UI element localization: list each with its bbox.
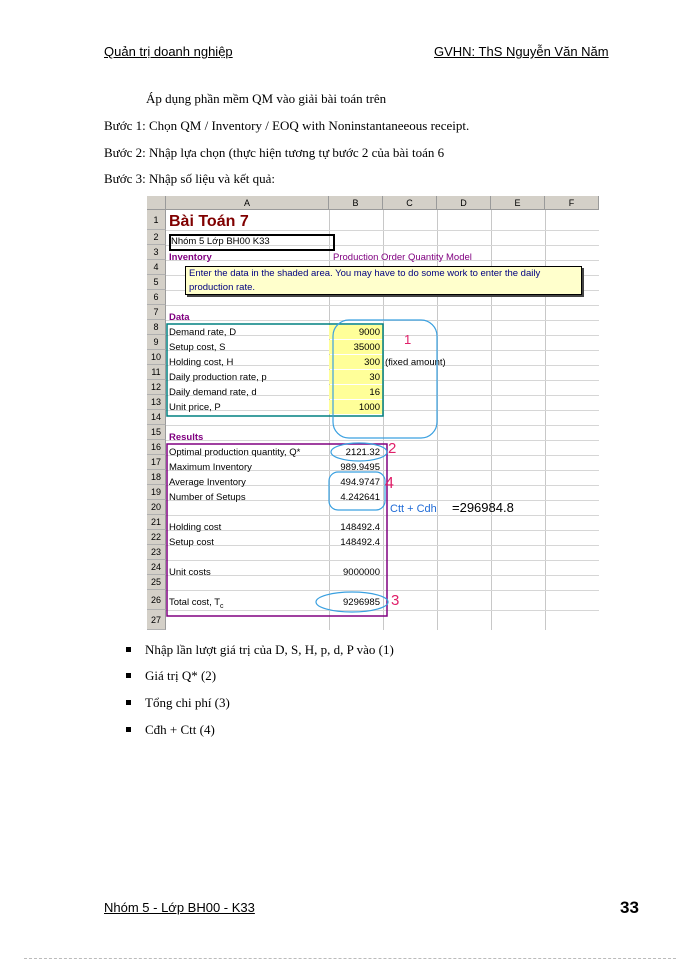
row-header: 27	[147, 610, 166, 630]
input-value: 35000	[353, 342, 380, 353]
input-label: Setup cost, S	[169, 342, 226, 353]
data-box	[167, 324, 383, 416]
result-value: 148492.4	[340, 522, 380, 533]
result-value: 2121.32	[345, 447, 380, 458]
annotation-1: 1	[404, 332, 412, 347]
col-header: A	[166, 196, 329, 210]
bullet-icon	[126, 700, 131, 705]
bullet-item	[126, 642, 394, 658]
step-3: Bước 3: Nhập số liệu và kết quả:	[104, 171, 275, 186]
annotation-4: 4	[385, 475, 394, 492]
header-right: GVHN: ThS Nguyễn Văn Năm	[434, 44, 609, 59]
row-header: 17	[147, 455, 166, 470]
col-header: E	[491, 196, 545, 210]
result-label: Holding cost	[169, 522, 222, 533]
row-header: 25	[147, 575, 166, 590]
bullet-text: Nhập lần lượt giá trị của D, S, H, p, d, P vào (1)	[145, 642, 394, 657]
bullet-item	[126, 722, 215, 738]
input-value: 300	[364, 357, 380, 368]
row-header: 12	[147, 380, 166, 395]
intro-text: Áp dụng phần mềm QM vào giải bài toán trên	[146, 91, 387, 106]
inventory-label: Inventory	[169, 252, 212, 263]
circle-4	[329, 472, 385, 510]
row-header: 1	[147, 210, 166, 230]
step-1: Bước 1: Chọn QM / Inventory / EOQ with Noninstantaneeous receipt.	[104, 118, 470, 133]
row-header: 14	[147, 410, 166, 425]
sum-value: =296984.8	[452, 500, 514, 515]
col-header: F	[545, 196, 599, 210]
model-name: Production Order Quantity Model	[333, 252, 472, 263]
page-divider	[24, 958, 676, 959]
fixed-note: (fixed amount)	[385, 357, 446, 368]
row-header: 24	[147, 560, 166, 575]
bullet-item	[126, 668, 216, 684]
bullet-item	[126, 695, 230, 711]
annotation-overlay	[147, 196, 599, 630]
annotation-3: 3	[391, 592, 400, 609]
bullet-text: Tổng chi phí (3)	[145, 695, 230, 710]
result-label: Average Inventory	[169, 477, 246, 488]
results-box	[167, 444, 387, 616]
bullet-icon	[126, 673, 131, 678]
circle-3	[316, 592, 388, 612]
result-label: Setup cost	[169, 537, 214, 548]
result-label: Number of Setups	[169, 492, 246, 503]
row-header: 23	[147, 545, 166, 560]
row-header: 5	[147, 275, 166, 290]
input-value: 9000	[358, 327, 380, 338]
result-value: 9000000	[343, 567, 380, 578]
row-header: 21	[147, 515, 166, 530]
row-header: 9	[147, 335, 166, 350]
step-2: Bước 2: Nhập lựa chọn (thực hiện tương tự bước 2 của bài toán 6	[104, 145, 445, 160]
total-cost-text: Total cost, T	[169, 597, 221, 608]
circle-1	[333, 320, 437, 438]
circle-2	[331, 443, 387, 461]
row-header: 18	[147, 470, 166, 485]
bullet-text: Cđh + Ctt (4)	[145, 722, 215, 737]
input-label: Demand rate, D	[169, 327, 237, 338]
spreadsheet-screenshot	[147, 196, 599, 630]
input-value: 16	[369, 387, 380, 398]
results-label: Results	[169, 432, 204, 443]
row-header: 2	[147, 230, 166, 245]
bullet-icon	[126, 647, 131, 652]
result-value: 494.9747	[340, 477, 380, 488]
input-label: Unit price, P	[169, 402, 221, 413]
row-header: 8	[147, 320, 166, 335]
page-number: 33	[620, 898, 639, 917]
row-header: 3	[147, 245, 166, 260]
group-cell: Nhóm 5 Lớp BH00 K33	[169, 234, 335, 251]
row-header: 13	[147, 395, 166, 410]
row-header: 22	[147, 530, 166, 545]
input-label: Daily demand rate, d	[169, 387, 257, 398]
row-header: 4	[147, 260, 166, 275]
note-line: production rate.	[189, 282, 256, 293]
header-left: Quản trị doanh nghiệp	[104, 44, 233, 59]
footer-group: Nhóm 5 - Lớp BH00 - K33	[104, 900, 255, 915]
input-label: Daily production rate, p	[169, 372, 267, 383]
note-line: Enter the data in the shaded area. You may have to do some work to enter the daily	[189, 268, 541, 279]
result-value: 989.9495	[340, 462, 380, 473]
col-header: B	[329, 196, 383, 210]
bullet-text: Giá trị Q* (2)	[145, 668, 217, 683]
row-header: 20	[147, 500, 166, 515]
col-header: D	[437, 196, 491, 210]
row-header: 19	[147, 485, 166, 500]
input-label: Holding cost, H	[169, 357, 234, 368]
result-value: 9296985	[343, 597, 380, 608]
input-value: 1000	[358, 402, 380, 413]
row-header: 6	[147, 290, 166, 305]
col-header: C	[383, 196, 437, 210]
input-value: 30	[369, 372, 380, 383]
result-label: Unit costs	[169, 567, 211, 578]
row-header: 10	[147, 350, 166, 365]
result-label: Maximum Inventory	[169, 462, 252, 473]
data-label: Data	[169, 312, 190, 323]
sum-label: Ctt + Cdh	[390, 503, 437, 515]
row-header: 7	[147, 305, 166, 320]
row-header: 26	[147, 590, 166, 610]
sheet-title: Bài Toán 7	[169, 213, 249, 230]
row-header: 16	[147, 440, 166, 455]
bullet-icon	[126, 727, 131, 732]
result-value: 148492.4	[340, 537, 380, 548]
total-cost-sub: c	[220, 602, 224, 610]
row-header: 15	[147, 425, 166, 440]
annotation-2: 2	[388, 440, 397, 457]
result-label: Optimal production quantity, Q*	[169, 447, 301, 458]
result-value: 4.242641	[340, 492, 380, 503]
row-header: 11	[147, 365, 166, 380]
